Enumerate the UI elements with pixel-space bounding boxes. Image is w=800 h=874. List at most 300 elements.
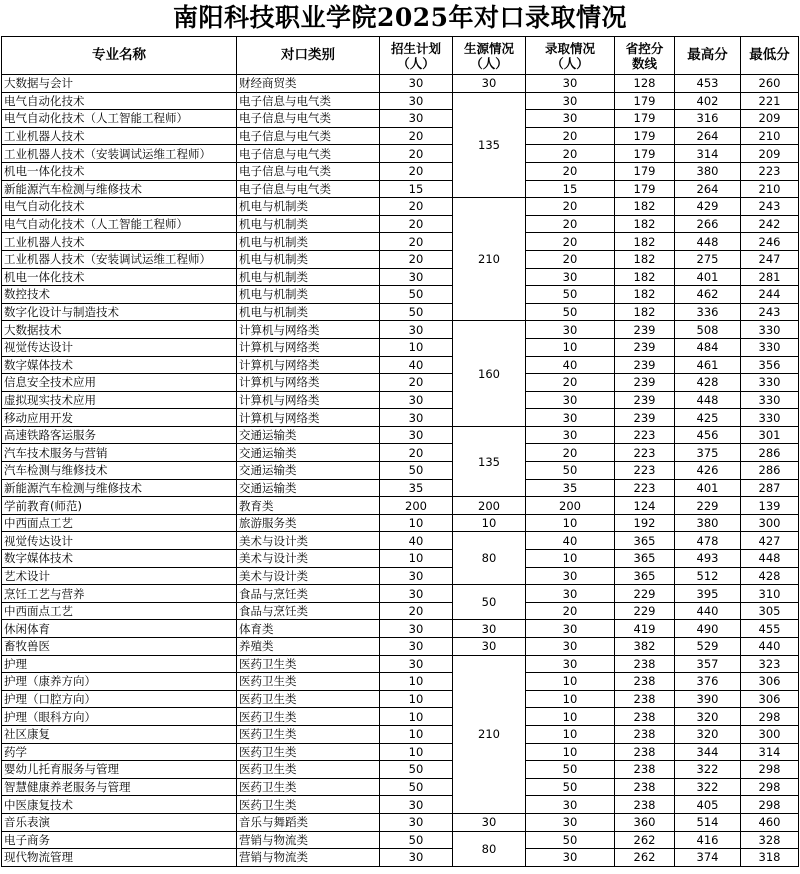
control-score-cell: 419 xyxy=(615,620,675,638)
admit-cell: 30 xyxy=(526,321,615,339)
max-score-cell: 429 xyxy=(675,198,741,216)
min-score-cell: 243 xyxy=(741,198,799,216)
admit-cell: 30 xyxy=(526,92,615,110)
header-min: 最低分 xyxy=(741,37,799,75)
major-cell: 信息安全技术应用 xyxy=(2,374,237,392)
header-admit-line2: （人） xyxy=(551,55,589,71)
category-cell: 计算机与网络类 xyxy=(237,391,380,409)
category-cell: 电子信息与电气类 xyxy=(237,110,380,128)
plan-cell: 30 xyxy=(380,620,453,638)
major-cell: 畜牧兽医 xyxy=(2,638,237,656)
major-cell: 汽车检测与维修技术 xyxy=(2,462,237,480)
category-cell: 交通运输类 xyxy=(237,426,380,444)
max-score-cell: 514 xyxy=(675,813,741,831)
table-row xyxy=(2,778,799,796)
table-row xyxy=(2,462,799,480)
plan-cell: 10 xyxy=(380,708,453,726)
plan-cell: 20 xyxy=(380,145,453,163)
category-cell: 机电与机制类 xyxy=(237,198,380,216)
header-control-line1: 省控分 xyxy=(625,40,664,56)
category-cell: 美术与设计类 xyxy=(237,567,380,585)
min-score-cell: 298 xyxy=(741,796,799,814)
plan-cell: 20 xyxy=(380,444,453,462)
admit-cell: 50 xyxy=(526,303,615,321)
min-score-cell: 246 xyxy=(741,233,799,251)
admit-cell: 30 xyxy=(526,849,615,867)
admit-cell: 10 xyxy=(526,338,615,356)
min-score-cell: 298 xyxy=(741,778,799,796)
major-cell: 机电一体化技术 xyxy=(2,268,237,286)
max-score-cell: 478 xyxy=(675,532,741,550)
plan-cell: 10 xyxy=(380,743,453,761)
admit-cell: 20 xyxy=(526,215,615,233)
major-cell: 药学 xyxy=(2,743,237,761)
admit-cell: 30 xyxy=(526,75,615,93)
control-score-cell: 239 xyxy=(615,356,675,374)
min-score-cell: 356 xyxy=(741,356,799,374)
min-score-cell: 210 xyxy=(741,180,799,198)
plan-cell: 10 xyxy=(380,673,453,691)
min-score-cell: 323 xyxy=(741,655,799,673)
table-row xyxy=(2,690,799,708)
table-row xyxy=(2,849,799,867)
major-cell: 现代物流管理 xyxy=(2,849,237,867)
max-score-cell: 484 xyxy=(675,338,741,356)
category-cell: 机电与机制类 xyxy=(237,268,380,286)
header-control xyxy=(615,37,675,75)
admit-cell: 50 xyxy=(526,831,615,849)
header-source-line2: （人） xyxy=(470,55,508,71)
max-score-cell: 402 xyxy=(675,92,741,110)
min-score-cell: 427 xyxy=(741,532,799,550)
admit-cell: 50 xyxy=(526,286,615,304)
major-cell: 工业机器人技术 xyxy=(2,127,237,145)
table-row xyxy=(2,303,799,321)
min-score-cell: 244 xyxy=(741,286,799,304)
min-score-cell: 221 xyxy=(741,92,799,110)
control-score-cell: 223 xyxy=(615,462,675,480)
control-score-cell: 239 xyxy=(615,338,675,356)
plan-cell: 50 xyxy=(380,462,453,480)
table-row xyxy=(2,567,799,585)
table-row xyxy=(2,409,799,427)
admit-cell: 50 xyxy=(526,778,615,796)
admit-cell: 50 xyxy=(526,761,615,779)
source-cell: 80 xyxy=(453,532,526,585)
category-cell: 计算机与网络类 xyxy=(237,409,380,427)
control-score-cell: 262 xyxy=(615,831,675,849)
max-score-cell: 376 xyxy=(675,673,741,691)
admit-cell: 30 xyxy=(526,567,615,585)
category-cell: 电子信息与电气类 xyxy=(237,145,380,163)
category-cell: 医药卫生类 xyxy=(237,708,380,726)
table-row xyxy=(2,725,799,743)
min-score-cell: 223 xyxy=(741,162,799,180)
control-score-cell: 192 xyxy=(615,514,675,532)
table-row xyxy=(2,813,799,831)
min-score-cell: 139 xyxy=(741,497,799,515)
major-cell: 大数据与会计 xyxy=(2,75,237,93)
table-row xyxy=(2,145,799,163)
max-score-cell: 336 xyxy=(675,303,741,321)
control-score-cell: 382 xyxy=(615,638,675,656)
admit-cell: 30 xyxy=(526,655,615,673)
min-score-cell: 460 xyxy=(741,813,799,831)
major-cell: 婴幼儿托育服务与管理 xyxy=(2,761,237,779)
category-cell: 计算机与网络类 xyxy=(237,321,380,339)
control-score-cell: 238 xyxy=(615,743,675,761)
control-score-cell: 179 xyxy=(615,180,675,198)
major-cell: 护理（眼科方向） xyxy=(2,708,237,726)
major-cell: 电气自动化技术 xyxy=(2,92,237,110)
min-score-cell: 310 xyxy=(741,585,799,603)
control-score-cell: 179 xyxy=(615,127,675,145)
max-score-cell: 320 xyxy=(675,708,741,726)
major-cell: 社区康复 xyxy=(2,725,237,743)
control-score-cell: 229 xyxy=(615,602,675,620)
min-score-cell: 286 xyxy=(741,444,799,462)
major-cell: 工业机器人技术（安装调试运维工程师） xyxy=(2,250,237,268)
source-cell: 10 xyxy=(453,514,526,532)
plan-cell: 30 xyxy=(380,391,453,409)
max-score-cell: 401 xyxy=(675,268,741,286)
category-cell: 财经商贸类 xyxy=(237,75,380,93)
min-score-cell: 209 xyxy=(741,145,799,163)
plan-cell: 30 xyxy=(380,321,453,339)
source-cell: 160 xyxy=(453,321,526,427)
plan-cell: 20 xyxy=(380,233,453,251)
plan-cell: 50 xyxy=(380,286,453,304)
plan-cell: 30 xyxy=(380,110,453,128)
min-score-cell: 318 xyxy=(741,849,799,867)
plan-cell: 20 xyxy=(380,374,453,392)
category-cell: 医药卫生类 xyxy=(237,778,380,796)
table-row xyxy=(2,268,799,286)
max-score-cell: 275 xyxy=(675,250,741,268)
max-score-cell: 390 xyxy=(675,690,741,708)
major-cell: 数控技术 xyxy=(2,286,237,304)
plan-cell: 30 xyxy=(380,796,453,814)
control-score-cell: 239 xyxy=(615,321,675,339)
category-cell: 医药卫生类 xyxy=(237,690,380,708)
category-cell: 电子信息与电气类 xyxy=(237,127,380,145)
table-row xyxy=(2,75,799,93)
control-score-cell: 238 xyxy=(615,708,675,726)
major-cell: 工业机器人技术（安装调试运维工程师） xyxy=(2,145,237,163)
control-score-cell: 179 xyxy=(615,162,675,180)
min-score-cell: 298 xyxy=(741,761,799,779)
major-cell: 视觉传达设计 xyxy=(2,338,237,356)
source-cell: 30 xyxy=(453,620,526,638)
header-row xyxy=(2,37,799,75)
category-cell: 医药卫生类 xyxy=(237,796,380,814)
table-row xyxy=(2,338,799,356)
plan-cell: 50 xyxy=(380,303,453,321)
max-score-cell: 322 xyxy=(675,778,741,796)
control-score-cell: 238 xyxy=(615,673,675,691)
major-cell: 烹饪工艺与营养 xyxy=(2,585,237,603)
max-score-cell: 461 xyxy=(675,356,741,374)
header-control-line2: 数线 xyxy=(631,55,657,71)
control-score-cell: 182 xyxy=(615,303,675,321)
admit-cell: 30 xyxy=(526,409,615,427)
min-score-cell: 330 xyxy=(741,321,799,339)
major-cell: 汽车技术服务与营销 xyxy=(2,444,237,462)
header-max: 最高分 xyxy=(675,37,741,75)
category-cell: 计算机与网络类 xyxy=(237,338,380,356)
major-cell: 休闲体育 xyxy=(2,620,237,638)
header-admit xyxy=(526,37,615,75)
category-cell: 交通运输类 xyxy=(237,444,380,462)
control-score-cell: 182 xyxy=(615,286,675,304)
source-cell: 80 xyxy=(453,831,526,866)
admit-cell: 30 xyxy=(526,110,615,128)
control-score-cell: 179 xyxy=(615,92,675,110)
min-score-cell: 330 xyxy=(741,338,799,356)
max-score-cell: 456 xyxy=(675,426,741,444)
major-cell: 中西面点工艺 xyxy=(2,514,237,532)
major-cell: 电气自动化技术（人工智能工程师） xyxy=(2,215,237,233)
max-score-cell: 322 xyxy=(675,761,741,779)
min-score-cell: 314 xyxy=(741,743,799,761)
category-cell: 医药卫生类 xyxy=(237,673,380,691)
max-score-cell: 266 xyxy=(675,215,741,233)
category-cell: 计算机与网络类 xyxy=(237,356,380,374)
plan-cell: 20 xyxy=(380,215,453,233)
control-score-cell: 238 xyxy=(615,778,675,796)
plan-cell: 10 xyxy=(380,514,453,532)
header-plan-line2: （人） xyxy=(397,55,435,71)
plan-cell: 40 xyxy=(380,356,453,374)
plan-cell: 10 xyxy=(380,690,453,708)
source-cell: 30 xyxy=(453,813,526,831)
category-cell: 美术与设计类 xyxy=(237,532,380,550)
table-row xyxy=(2,198,799,216)
plan-cell: 10 xyxy=(380,725,453,743)
table-row xyxy=(2,550,799,568)
major-cell: 数字化设计与制造技术 xyxy=(2,303,237,321)
plan-cell: 20 xyxy=(380,602,453,620)
admit-cell: 20 xyxy=(526,233,615,251)
table-row xyxy=(2,514,799,532)
control-score-cell: 239 xyxy=(615,374,675,392)
control-score-cell: 262 xyxy=(615,849,675,867)
admit-cell: 10 xyxy=(526,743,615,761)
source-cell: 135 xyxy=(453,426,526,496)
min-score-cell: 455 xyxy=(741,620,799,638)
plan-cell: 20 xyxy=(380,127,453,145)
major-cell: 数字媒体技术 xyxy=(2,550,237,568)
plan-cell: 50 xyxy=(380,778,453,796)
major-cell: 移动应用开发 xyxy=(2,409,237,427)
major-cell: 工业机器人技术 xyxy=(2,233,237,251)
max-score-cell: 440 xyxy=(675,602,741,620)
table-row xyxy=(2,374,799,392)
admit-cell: 30 xyxy=(526,796,615,814)
category-cell: 医药卫生类 xyxy=(237,761,380,779)
category-cell: 交通运输类 xyxy=(237,462,380,480)
min-score-cell: 330 xyxy=(741,409,799,427)
admit-cell: 20 xyxy=(526,198,615,216)
min-score-cell: 328 xyxy=(741,831,799,849)
min-score-cell: 209 xyxy=(741,110,799,128)
control-score-cell: 182 xyxy=(615,198,675,216)
min-score-cell: 305 xyxy=(741,602,799,620)
min-score-cell: 448 xyxy=(741,550,799,568)
category-cell: 营销与物流类 xyxy=(237,831,380,849)
plan-cell: 20 xyxy=(380,250,453,268)
header-category: 对口类别 xyxy=(237,37,380,75)
table-row xyxy=(2,180,799,198)
major-cell: 护理 xyxy=(2,655,237,673)
max-score-cell: 395 xyxy=(675,585,741,603)
major-cell: 智慧健康养老服务与管理 xyxy=(2,778,237,796)
admit-cell: 50 xyxy=(526,462,615,480)
control-score-cell: 365 xyxy=(615,532,675,550)
source-cell: 210 xyxy=(453,655,526,813)
control-score-cell: 223 xyxy=(615,426,675,444)
plan-cell: 10 xyxy=(380,550,453,568)
category-cell: 电子信息与电气类 xyxy=(237,162,380,180)
category-cell: 旅游服务类 xyxy=(237,514,380,532)
major-cell: 音乐表演 xyxy=(2,813,237,831)
major-cell: 虚拟现实技术应用 xyxy=(2,391,237,409)
plan-cell: 40 xyxy=(380,532,453,550)
control-score-cell: 179 xyxy=(615,145,675,163)
major-cell: 中医康复技术 xyxy=(2,796,237,814)
max-score-cell: 512 xyxy=(675,567,741,585)
plan-cell: 15 xyxy=(380,180,453,198)
control-score-cell: 179 xyxy=(615,110,675,128)
min-score-cell: 281 xyxy=(741,268,799,286)
admit-cell: 30 xyxy=(526,813,615,831)
plan-cell: 30 xyxy=(380,92,453,110)
table-row xyxy=(2,233,799,251)
min-score-cell: 306 xyxy=(741,673,799,691)
major-cell: 大数据技术 xyxy=(2,321,237,339)
min-score-cell: 247 xyxy=(741,250,799,268)
major-cell: 数字媒体技术 xyxy=(2,356,237,374)
plan-cell: 200 xyxy=(380,497,453,515)
min-score-cell: 300 xyxy=(741,514,799,532)
plan-cell: 30 xyxy=(380,268,453,286)
plan-cell: 30 xyxy=(380,75,453,93)
plan-cell: 30 xyxy=(380,585,453,603)
category-cell: 医药卫生类 xyxy=(237,655,380,673)
table-row xyxy=(2,602,799,620)
category-cell: 机电与机制类 xyxy=(237,286,380,304)
table-row xyxy=(2,391,799,409)
category-cell: 美术与设计类 xyxy=(237,550,380,568)
table-row xyxy=(2,673,799,691)
major-cell: 中西面点工艺 xyxy=(2,602,237,620)
min-score-cell: 242 xyxy=(741,215,799,233)
category-cell: 医药卫生类 xyxy=(237,743,380,761)
control-score-cell: 124 xyxy=(615,497,675,515)
table-row xyxy=(2,497,799,515)
category-cell: 机电与机制类 xyxy=(237,233,380,251)
table-row xyxy=(2,286,799,304)
max-score-cell: 357 xyxy=(675,655,741,673)
max-score-cell: 344 xyxy=(675,743,741,761)
max-score-cell: 416 xyxy=(675,831,741,849)
control-score-cell: 223 xyxy=(615,479,675,497)
max-score-cell: 316 xyxy=(675,110,741,128)
table-row xyxy=(2,426,799,444)
admit-cell: 15 xyxy=(526,180,615,198)
max-score-cell: 380 xyxy=(675,162,741,180)
header-major: 专业名称 xyxy=(2,37,237,75)
min-score-cell: 440 xyxy=(741,638,799,656)
table-row xyxy=(2,638,799,656)
admit-cell: 20 xyxy=(526,162,615,180)
major-cell: 视觉传达设计 xyxy=(2,532,237,550)
min-score-cell: 306 xyxy=(741,690,799,708)
admit-cell: 10 xyxy=(526,514,615,532)
table-row xyxy=(2,479,799,497)
category-cell: 食品与烹饪类 xyxy=(237,585,380,603)
min-score-cell: 286 xyxy=(741,462,799,480)
major-cell: 护理（口腔方向） xyxy=(2,690,237,708)
table-row xyxy=(2,620,799,638)
table-row xyxy=(2,162,799,180)
plan-cell: 30 xyxy=(380,813,453,831)
max-score-cell: 375 xyxy=(675,444,741,462)
table-row xyxy=(2,532,799,550)
admit-cell: 20 xyxy=(526,127,615,145)
control-score-cell: 360 xyxy=(615,813,675,831)
category-cell: 营销与物流类 xyxy=(237,849,380,867)
control-score-cell: 238 xyxy=(615,655,675,673)
major-cell: 高速铁路客运服务 xyxy=(2,426,237,444)
control-score-cell: 365 xyxy=(615,550,675,568)
control-score-cell: 128 xyxy=(615,75,675,93)
plan-cell: 30 xyxy=(380,426,453,444)
admit-cell: 10 xyxy=(526,673,615,691)
max-score-cell: 428 xyxy=(675,374,741,392)
admit-cell: 20 xyxy=(526,444,615,462)
plan-cell: 30 xyxy=(380,849,453,867)
table-row xyxy=(2,127,799,145)
control-score-cell: 182 xyxy=(615,215,675,233)
control-score-cell: 239 xyxy=(615,409,675,427)
admit-cell: 40 xyxy=(526,356,615,374)
header-plan-line1: 招生计划 xyxy=(390,40,441,56)
header-source xyxy=(453,37,526,75)
category-cell: 音乐与舞蹈类 xyxy=(237,813,380,831)
category-cell: 机电与机制类 xyxy=(237,250,380,268)
max-score-cell: 425 xyxy=(675,409,741,427)
admit-cell: 30 xyxy=(526,391,615,409)
category-cell: 交通运输类 xyxy=(237,479,380,497)
table-row xyxy=(2,708,799,726)
min-score-cell: 260 xyxy=(741,75,799,93)
admit-cell: 30 xyxy=(526,620,615,638)
major-cell: 学前教育(师范) xyxy=(2,497,237,515)
table-row xyxy=(2,743,799,761)
major-cell: 新能源汽车检测与维修技术 xyxy=(2,479,237,497)
admit-cell: 30 xyxy=(526,426,615,444)
admit-cell: 20 xyxy=(526,145,615,163)
plan-cell: 10 xyxy=(380,338,453,356)
max-score-cell: 264 xyxy=(675,127,741,145)
control-score-cell: 229 xyxy=(615,585,675,603)
major-cell: 艺术设计 xyxy=(2,567,237,585)
source-cell: 210 xyxy=(453,198,526,321)
table-row xyxy=(2,321,799,339)
min-score-cell: 243 xyxy=(741,303,799,321)
max-score-cell: 490 xyxy=(675,620,741,638)
